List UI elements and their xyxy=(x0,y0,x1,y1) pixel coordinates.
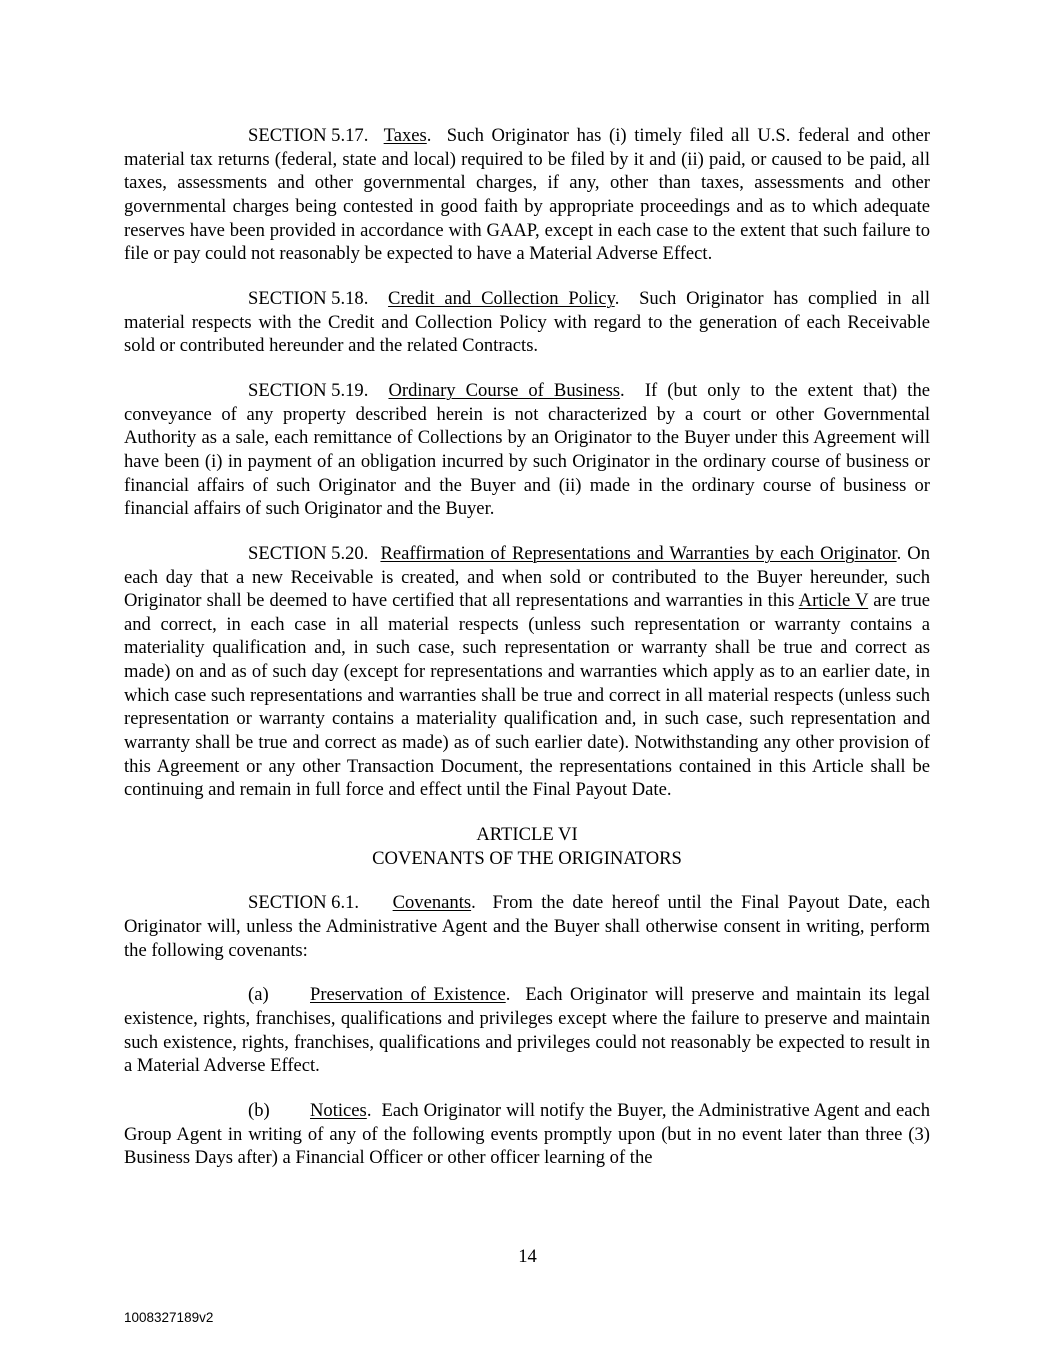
covenant-item-b: (b) Notices. Each Originator will notify the Buyer, the Administrative Agent and each Group Agent in writing of any of the following events promptly upon (but in no event later than three (3) Business Days after) a Financial Officer or other officer learning of the xyxy=(124,1099,931,1169)
section-number: SECTION 6.1. xyxy=(248,892,360,914)
section-title: Taxes xyxy=(383,125,427,146)
item-body: Each Originator will preserve and maintain its legal existence, rights, franchises, qualifications and privileges except where the failure to preserve and maintain such existence, rights, franchises, qualifications and privileges could not reasonably be expected to result in a Material Adverse Effect. xyxy=(124,984,930,1077)
item-label: (b) xyxy=(248,1099,270,1121)
item-body: Each Originator will notify the Buyer, the Administrative Agent and each Group Agent in writing of any of the following events promptly upon (but in no event later than three (3) Business Days after) a Financial Officer or other officer learning of the xyxy=(124,1099,931,1169)
section-number: SECTION 5.18. xyxy=(248,287,369,309)
section-number: SECTION 5.20. xyxy=(248,542,369,564)
document-page xyxy=(124,124,930,1191)
article-number: ARTICLE VI xyxy=(476,824,578,846)
article-v-reference: Article V xyxy=(798,590,869,612)
section-5-17: SECTION 5.17. Taxes. Such Originator has (i) timely filed all U.S. federal and other material tax returns (federal, state and local) required to be filed by it and (ii) paid, or caused to be paid, all taxes, assessments and other governmental charges, if any, other than taxes, assessments and other governmental charges being contested in good faith by appropriate proceedings and as to which adequate reserves have been provided in accordance with GAAP, except in each case to the extent that such failure to file or pay could not reasonably be expected to have a Material Adverse Effect. xyxy=(124,125,930,265)
section-number: SECTION 5.19. xyxy=(248,379,369,401)
section-5-19: SECTION 5.19. Ordinary Course of Business. If (but only to the extent that) the conveyance of any property described herein is not characterized by a court or other Governmental Authority as a sale, each remittance of Collections by an Originator to the Buyer under this Agreement will have been (i) in payment of an obligation incurred by such Originator in the ordinary course of business or financial affairs of such Originator and the Buyer and (ii) made in the ordinary course of business or financial affairs of such Originator and the Buyer. xyxy=(124,379,930,520)
item-label: (a) xyxy=(248,984,269,1006)
section-title: Credit and Collection Policy xyxy=(388,287,615,309)
section-title: Covenants xyxy=(392,892,472,914)
section-body: Such Originator has (i) timely filed all U.S. federal and other material tax returns (federal, state and local) required to be filed by it and (ii) paid, or caused to be paid, all taxes, assessments and other governmental charges, if any, other than taxes, assessments and other governmental charges being contested in good faith by appropriate proceedings and as to which adequate reserves have been provided in accordance with GAAP, except in each case to the extent that such failure to file or pay could not reasonably be expected to have a Material Adverse Effect. xyxy=(124,125,930,265)
section-title: Reaffirmation of Representations and Warranties by each Originator xyxy=(380,542,897,564)
section-title: Ordinary Course of Business xyxy=(388,379,621,401)
item-title: Notices xyxy=(310,1099,367,1121)
section-body-part-1: On each day that a new Receivable is created, and when sold or contributed to the Buyer hereunder, such Originator shall be deemed to have certified that all representations and warranties in this xyxy=(124,542,931,612)
section-5-18: SECTION 5.18. Credit and Collection Policy. Such Originator has complied in all material respects with the Credit and Collection Policy with regard to the generation of each Receivable sold or contributed hereunder and the related Contracts. xyxy=(124,287,930,357)
section-body: From the date hereof until the Final Payout Date, each Originator will, unless the Administrative Agent and the Buyer shall otherwise consent in writing, perform the following covenants: xyxy=(124,892,931,961)
item-title: Preservation of Existence xyxy=(310,984,506,1006)
section-5-20: SECTION 5.20. Reaffirmation of Representations and Warranties by each Originator. On each day that a new Receivable is created, and when sold or contributed to the Buyer hereunder, such Originator shall be deemed to have certified that all representations and warranties in this Article V are true and correct, in each case in all material respects (unless such representation or warranty contains a materiality qualification and, in such case, such representation or warranty shall be true and correct as made) on and as of such day (except for representations and warranties which apply as to an earlier date, in which case such representations and warranties shall be true and correct in all material respects (unless such representation or warranty contains a materiality qualification and, in such case, such representation and warranty shall be true and correct as made) as of such earlier date). Notwithstanding any other provision of this Agreement or any other Transaction Document, the representations contained in this Article shall be continuing and remain in full force and effect until the Final Payout Date. xyxy=(124,542,931,801)
article-heading xyxy=(124,823,930,870)
page-number: 14 xyxy=(518,1246,537,1267)
document-id: 1008327189v2 xyxy=(124,1310,214,1325)
section-body: If (but only to the extent that) the conveyance of any property described herein is not characterized by a court or other Governmental Authority as a sale, each remittance of Collections by an Originator to the Buyer under this Agreement will have been (i) in payment of an obligation incurred by such Originator in the ordinary course of business or financial affairs of such Originator and the Buyer and (ii) made in the ordinary course of business or financial affairs of such Originator and the Buyer. xyxy=(124,379,930,520)
section-body-part-2: are true and correct, in each case in all material respects (unless such representation or warranty contains a materiality qualification and, in such case, such representation or warranty shall be true and correct as made) on and as of such day (except for representations and warranties which apply as to an earlier date, in which case such representations and warranties shall be true and correct in all material respects (unless such representation or warranty contains a materiality qualification and, in such case, such representation and warranty shall be true and correct as made) as of such earlier date). Notwithstanding any other provision of this Agreement or any other Transaction Document, the representations contained in this Article shall be continuing and remain in full force and effect until the Final Payout Date. xyxy=(124,590,931,801)
covenant-item-a: (a) Preservation of Existence. Each Originator will preserve and maintain its legal existence, rights, franchises, qualifications and privileges except where the failure to preserve and maintain such existence, rights, franchises, qualifications and privileges could not reasonably be expected to result in a Material Adverse Effect. xyxy=(124,984,930,1077)
section-body: Such Originator has complied in all material respects with the Credit and Collection Policy with regard to the generation of each Receivable sold or contributed hereunder and the related Contracts. xyxy=(124,287,930,357)
article-title: COVENANTS OF THE ORIGINATORS xyxy=(372,847,682,869)
section-6-1: SECTION 6.1. Covenants. From the date hereof until the Final Payout Date, each Originator will, unless the Administrative Agent and the Buyer shall otherwise consent in writing, perform the following covenants: xyxy=(124,892,931,961)
section-number: SECTION 5.17. xyxy=(248,125,369,146)
